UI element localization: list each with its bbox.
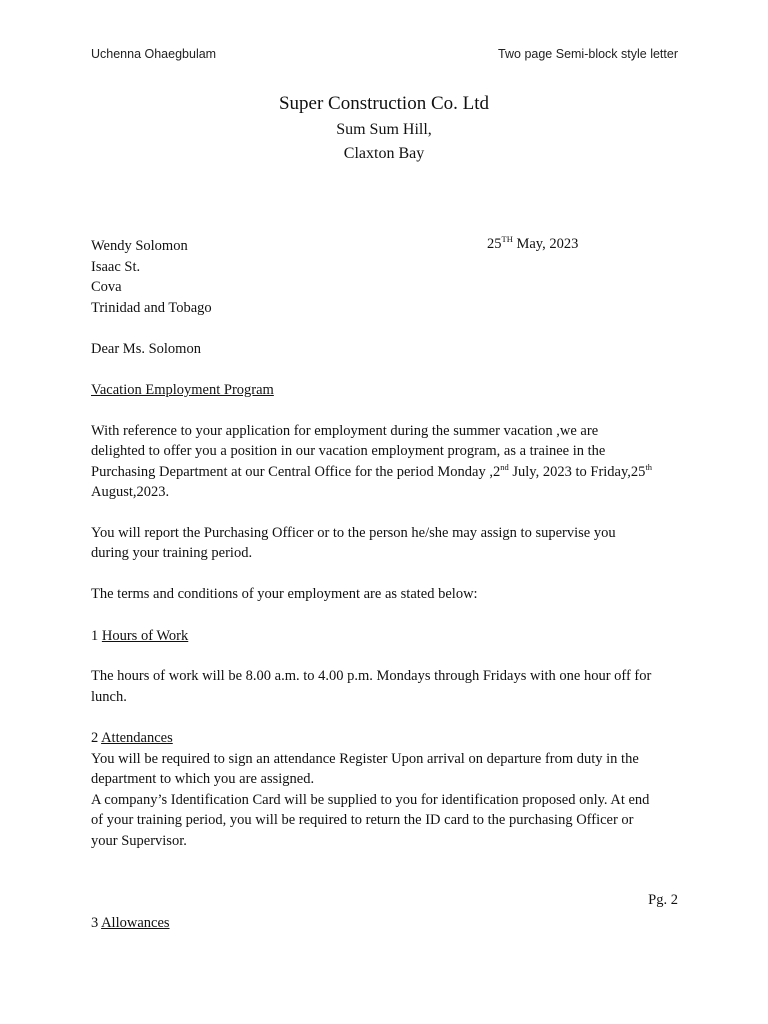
header-author: Uchenna Ohaegbulam	[91, 47, 217, 61]
section2-line3: A company’s Identification Card will be supplied to you for identification proposed only. At end	[91, 792, 650, 808]
para3: The terms and conditions of your employment are as stated below:	[91, 586, 478, 602]
section2-line1: You will be required to sign an attendance Register Upon arrival on departure from duty in the	[91, 751, 639, 767]
section2-number: 2	[91, 730, 102, 746]
section1-title: Hours of Work	[101, 628, 189, 644]
section3-number: 3	[91, 915, 102, 931]
para2-line2: during your training period.	[91, 545, 253, 561]
para1-line2: delighted to offer you a position in our vacation employment program, as a trainee in the	[91, 443, 606, 459]
company-address-line1: Sum Sum Hill,	[336, 121, 432, 138]
section3-heading	[91, 913, 170, 934]
para1-line3-b: July, 2023 to Friday,25	[508, 464, 646, 480]
section3-title: Allowances	[101, 915, 170, 931]
section1-line2: lunch.	[91, 689, 127, 705]
section1-number: 1	[91, 628, 102, 644]
date-rest: May, 2023	[512, 236, 579, 252]
company-name: Super Construction Co. Ltd	[278, 93, 490, 114]
company-address-line2: Claxton Bay	[343, 145, 425, 162]
date-suffix: TH	[501, 234, 513, 245]
section2-line4: of your training period, you will be required to return the ID card to the purchasing Officer or	[91, 812, 634, 828]
date-day: 25	[487, 236, 502, 252]
section2-title: Attendances	[101, 730, 173, 746]
page-marker: Pg. 2	[648, 892, 678, 908]
subject-text: Vacation Employment Program	[91, 382, 274, 398]
salutation: Dear Ms. Solomon	[91, 341, 201, 357]
para1-line3-sup2: th	[645, 462, 653, 473]
section1-line1: The hours of work will be 8.00 a.m. to 4.00 p.m. Mondays through Fridays with one hour off for	[91, 668, 652, 684]
para1-line4: August,2023.	[91, 484, 170, 500]
recipient-town: Cova	[91, 279, 122, 295]
section2-heading	[91, 728, 173, 749]
para2-line1: You will report the Purchasing Officer or to the person he/she may assign to supervise you	[91, 525, 616, 541]
para1-line1: With reference to your application for employment during the summer vacation ,we are	[91, 423, 599, 439]
section2-line2: department to which you are assigned.	[91, 771, 315, 787]
section1-heading	[91, 626, 188, 647]
para1-line3-a: Purchasing Department at our Central Office for the period Monday ,2	[91, 464, 501, 480]
header-doc-type: Two page Semi-block style letter	[498, 47, 678, 61]
recipient-street: Isaac St.	[91, 259, 141, 275]
para1-line3-sup1: nd	[500, 462, 509, 473]
recipient-country: Trinidad and Tobago	[91, 300, 212, 316]
para1-line3	[91, 462, 652, 483]
recipient-name: Wendy Solomon	[91, 238, 188, 254]
subject-line	[91, 380, 274, 401]
section2-line5: your Supervisor.	[91, 833, 187, 849]
letter-date	[487, 236, 578, 253]
